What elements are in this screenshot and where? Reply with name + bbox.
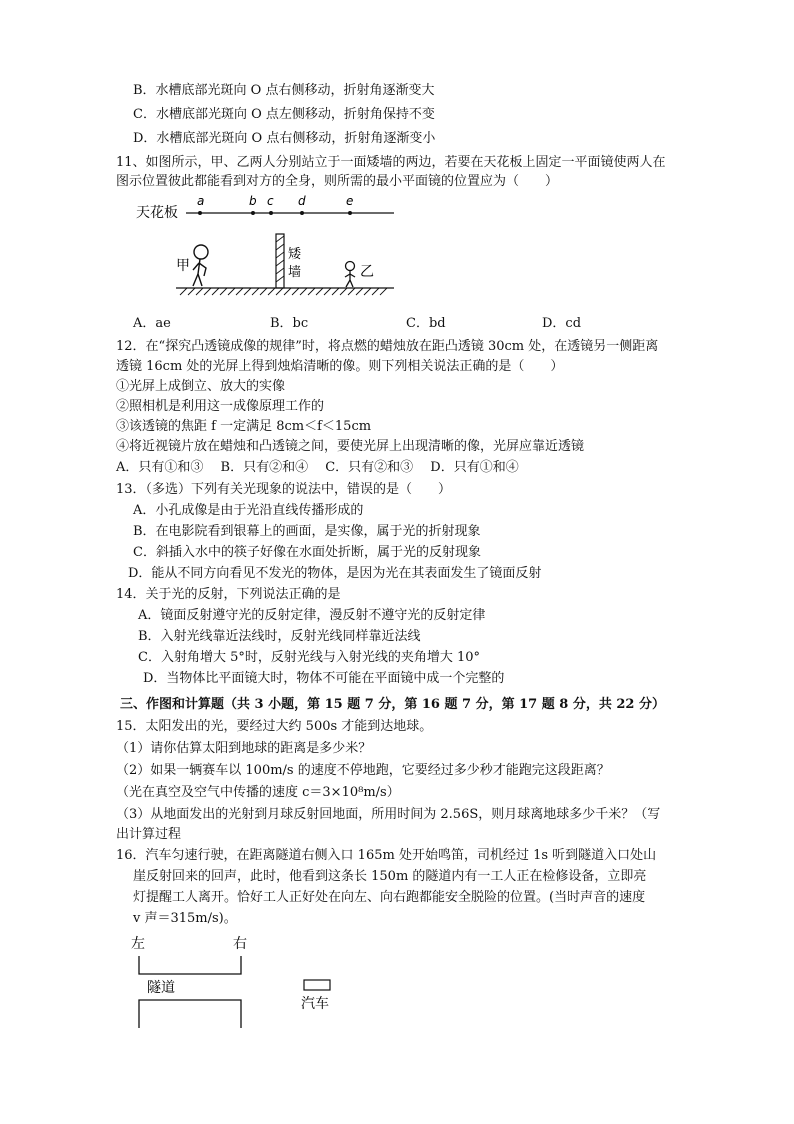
tunnel-bottom-wall	[139, 1000, 241, 1028]
q16-left-label: 左	[131, 936, 145, 952]
q11-option-b: B．bc	[270, 316, 309, 331]
q13-stem: 13．（多选）下列有关光现象的说法中，错误的是（ ）	[116, 482, 452, 497]
q11-option-d: D．cd	[542, 316, 582, 331]
q14-option-c: C．入射角增大 5°时，反射光线与入射光线的夹角增大 10°	[138, 650, 481, 665]
q10-option-c: C．水槽底部光斑向 O 点左侧移动，折射角保持不变	[133, 107, 435, 122]
q16-stem-line4: v 声＝315m/s)。	[133, 911, 237, 926]
q11-point-label-c: c	[267, 194, 274, 208]
q11-stem-line2: 图示位置彼此都能看到对方的全身，则所需的最小平面镜的位置应为（ ）	[116, 174, 559, 189]
q15-note: （光在真空及空气中传播的速度 c＝3×10⁸m/s）	[116, 785, 400, 800]
ground-line	[176, 288, 394, 295]
car-box	[304, 980, 330, 990]
q13-option-d: D．能从不同方向看见不发光的物体，是因为光在其表面发生了镜面反射	[128, 566, 542, 581]
q15-part-3-line2: 出计算过程	[116, 827, 182, 842]
person-jia-figure	[193, 245, 208, 286]
q10-option-b: B．水槽底部光斑向 O 点右侧移动，折射角逐渐变大	[133, 83, 435, 98]
q12-statement-3: ③该透镜的焦距 f 一定满足 8cm＜f＜15cm	[116, 419, 372, 434]
q11-point-label-b: b	[249, 194, 257, 208]
q10-option-d: D．水槽底部光斑向 O 点右侧移动，折射角逐渐变小	[133, 131, 436, 146]
q11-option-a: A．ae	[133, 316, 171, 331]
person-jia-label: 甲	[176, 258, 190, 274]
q13-option-b: B．在电影院看到银幕上的画面，是实像，属于光的折射现象	[133, 524, 481, 539]
q16-stem-line3: 灯提醒工人离开。恰好工人正好处在向左、向右跑都能安全脱险的位置。(当时声音的速度	[133, 890, 646, 905]
q12-stem-line2: 透镜 16cm 处的光屏上得到烛焰清晰的像。则下列相关说法正确的是（ ）	[116, 359, 564, 374]
q11-point-d	[298, 194, 306, 215]
q12-stem-line1: 12．在“探究凸透镜成像的规律”时，将点燃的蜡烛放在距凸透镜 30cm 处，在透镜另一侧距离	[116, 339, 659, 354]
q16-stem-line2: 崖反射回来的回声，此时，他看到这条长 150m 的隧道内有一工人正在检修设备，立即亮	[133, 869, 647, 884]
q11-ceiling-label: 天花板	[136, 205, 178, 221]
person-yi-figure	[345, 262, 355, 288]
q11-point-label-d: d	[298, 194, 306, 208]
q11-point-c	[267, 194, 274, 215]
q14-option-a: A．镜面反射遵守光的反射定律，漫反射不遵守光的反射定律	[138, 608, 486, 623]
q16-figure	[125, 928, 365, 1028]
q13-option-a: A．小孔成像是由于光沿直线传播形成的	[133, 503, 364, 518]
q16-car-label: 汽车	[301, 996, 329, 1012]
q11-figure	[130, 190, 400, 300]
section-3-title: 三、作图和计算题（共 3 小题，第 15 题 7 分，第 16 题 7 分，第 17 题 8 分，共 22 分）	[120, 697, 665, 712]
wall-label-1: 矮	[288, 247, 302, 262]
q11-stem-line1: 11、如图所示，甲、乙两人分别站立于一面矮墙的两边，若要在天花板上固定一平面镜使两人在	[116, 155, 666, 170]
q12-statement-4: ④将近视镜片放在蜡烛和凸透镜之间，要使光屏上出现清晰的像，光屏应靠近透镜	[116, 439, 585, 454]
q11-point-label-e: e	[346, 194, 354, 208]
q16-right-label: 右	[233, 936, 247, 952]
q15-part-2: （2）如果一辆赛车以 100m/s 的速度不停地跑，它要经过多少秒才能跑完这段距离？	[116, 763, 610, 778]
q11-point-a	[197, 194, 204, 215]
q14-option-d: D．当物体比平面镜大时，物体不可能在平面镜中成一个完整的	[143, 671, 505, 686]
q11-point-b	[249, 194, 257, 215]
q16-stem-line1: 16．汽车匀速行驶，在距离隧道右侧入口 165m 处开始鸣笛，司机经过 1s 听到隧道入口处山	[116, 848, 657, 863]
low-wall	[276, 234, 284, 288]
person-yi-label: 乙	[360, 264, 374, 280]
q15-part-3-line1: （3）从地面发出的光射到月球反射回地面，所用时间为 2.56S，则月球离地球多少千米？（写	[116, 807, 661, 822]
wall-label-2: 墙	[288, 265, 302, 280]
q15-stem: 15．太阳发出的光，要经过大约 500s 才能到达地球。	[116, 719, 433, 734]
q14-stem: 14．关于光的反射，下列说法正确的是	[116, 587, 341, 602]
q16-tunnel-label: 隧道	[147, 980, 175, 996]
q12-options: A．只有①和③ B．只有②和④ C．只有②和③ D．只有①和④	[116, 460, 519, 475]
q13-option-c: C．斜插入水中的筷子好像在水面处折断，属于光的反射现象	[133, 545, 481, 560]
q11-option-c: C．bd	[406, 316, 446, 331]
tunnel-top-wall	[139, 956, 241, 974]
q15-part-1: （1）请你估算太阳到地球的距离是多少米？	[116, 741, 372, 756]
q11-point-label-a: a	[197, 194, 205, 208]
q11-point-e	[346, 194, 353, 215]
q12-statement-2: ②照相机是利用这一成像原理工作的	[116, 399, 325, 414]
q12-statement-1: ①光屏上成倒立、放大的实像	[116, 379, 286, 394]
q14-option-b: B．入射光线靠近法线时，反射光线同样靠近法线	[138, 629, 421, 644]
